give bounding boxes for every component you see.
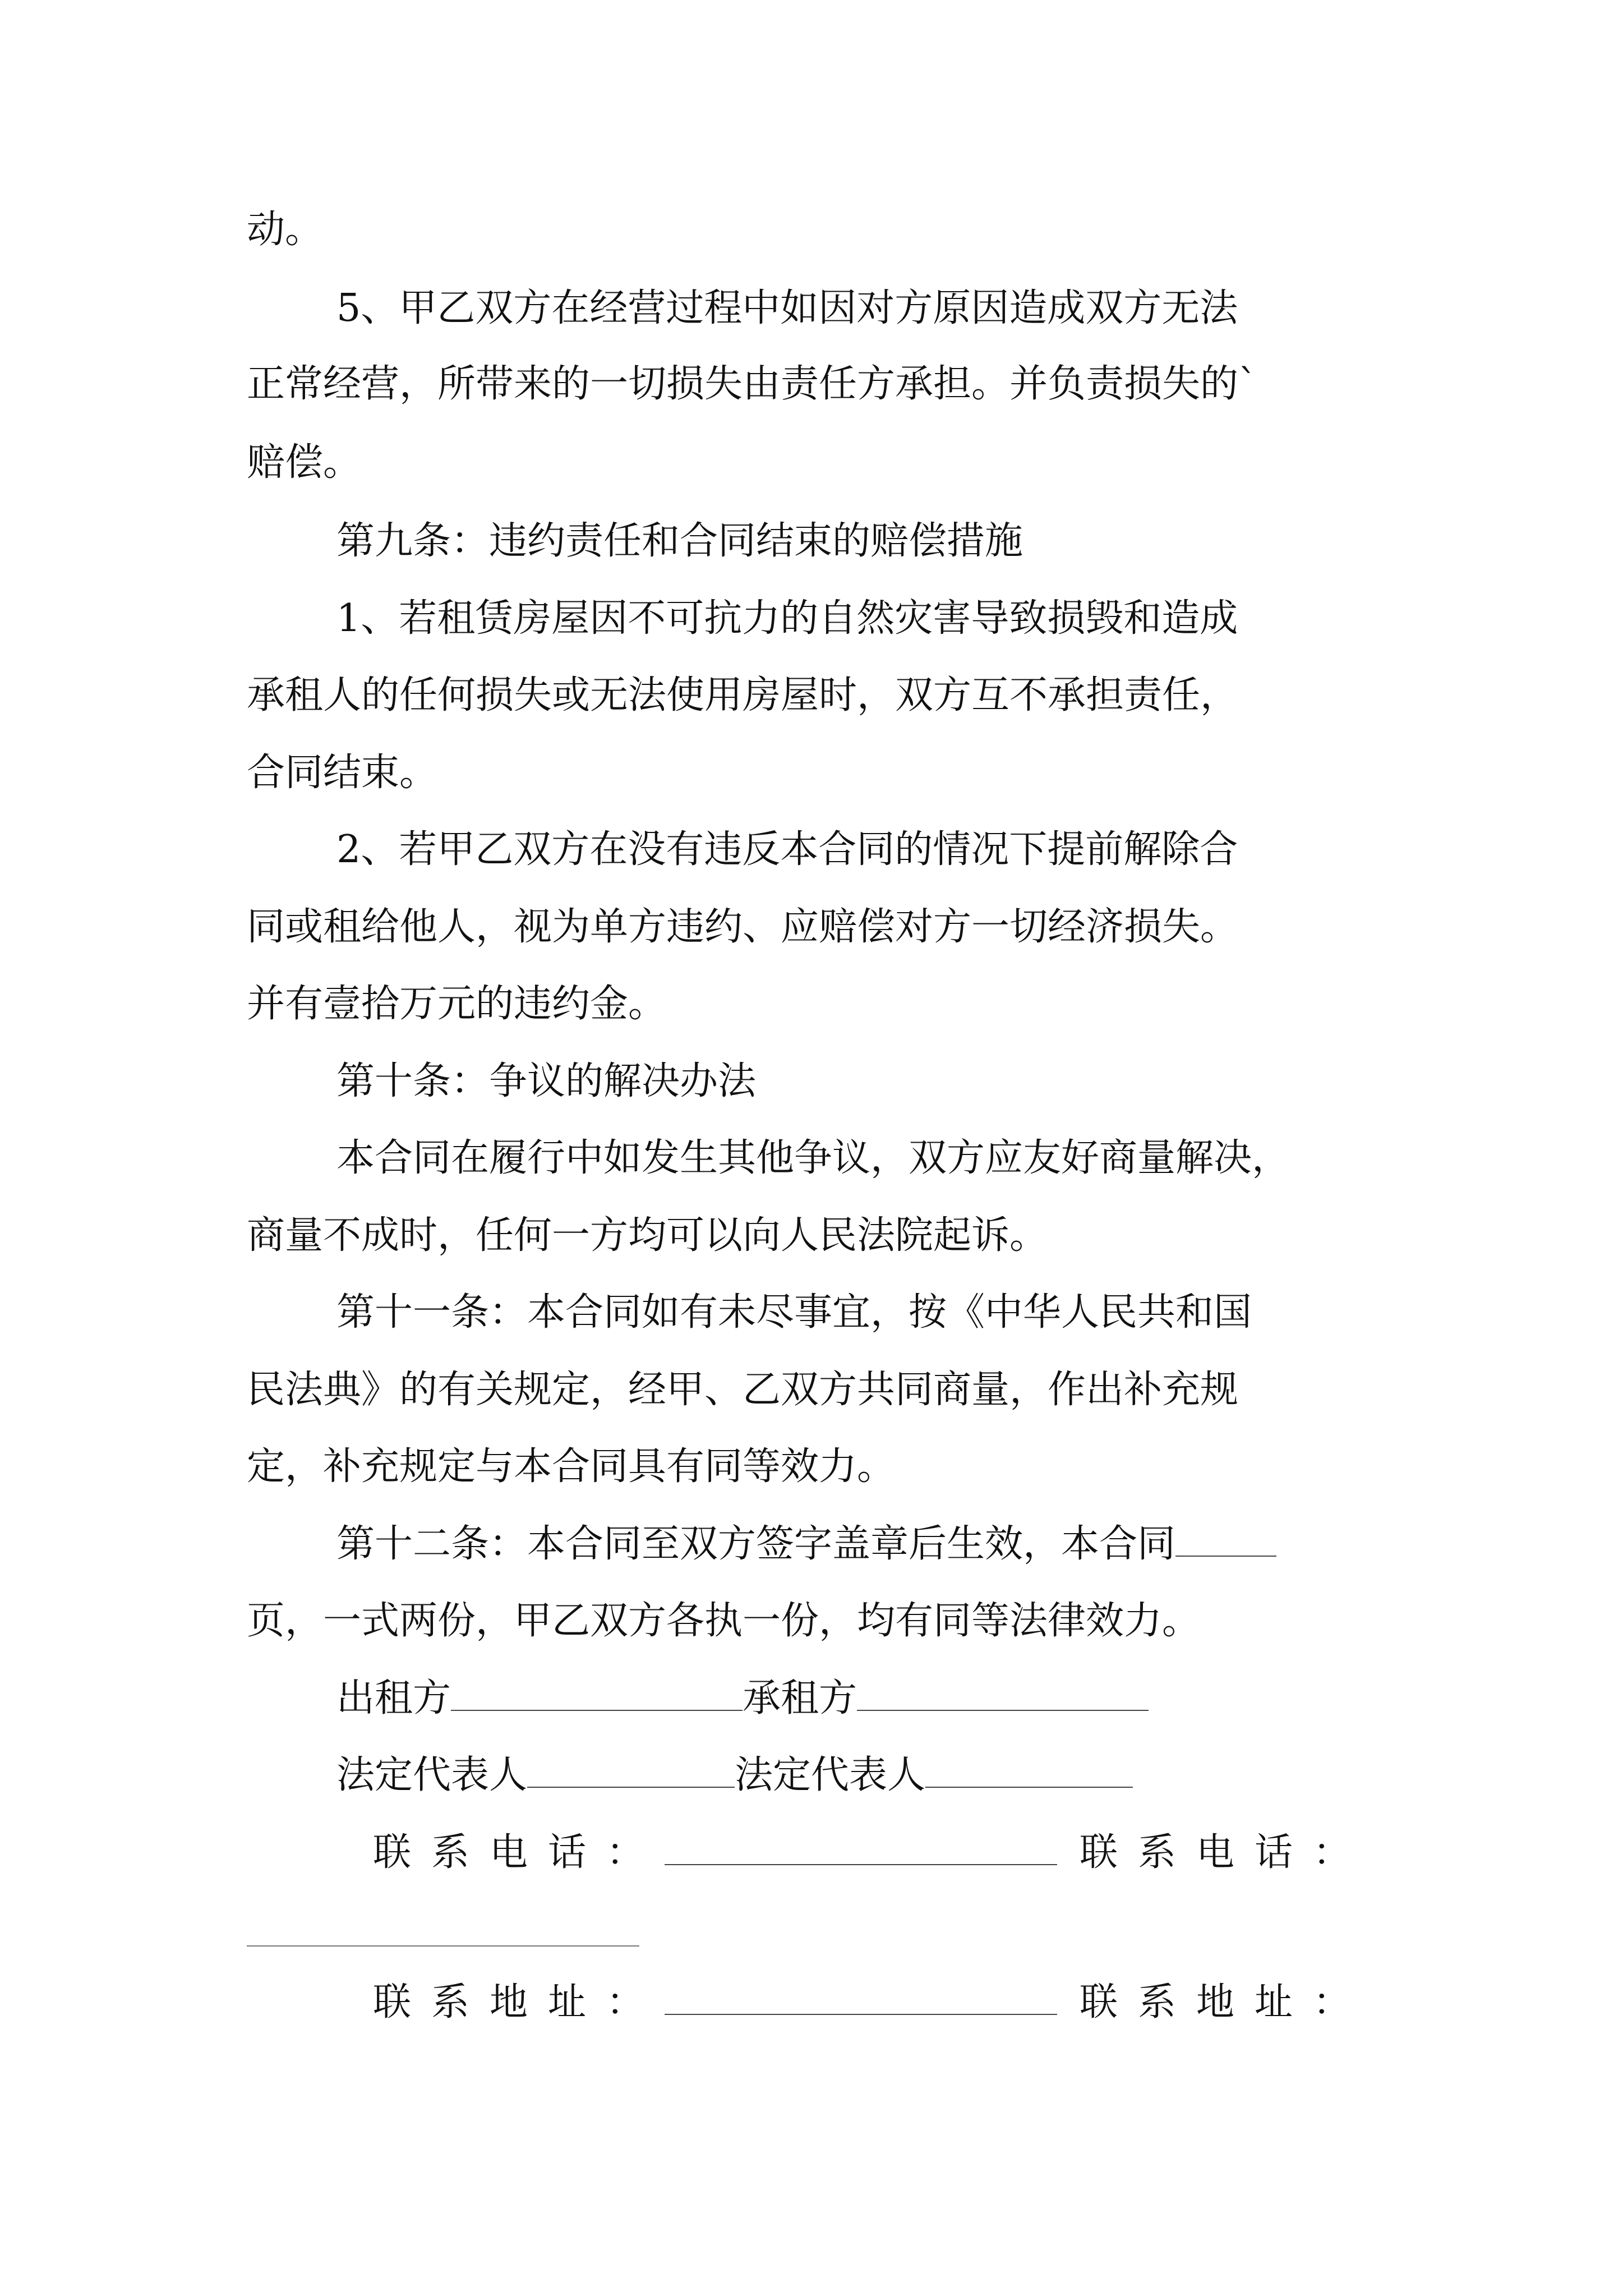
text-line: 动。 [247, 208, 324, 252]
address-b-label: 联系地址： [1080, 1980, 1372, 2024]
phone-a-blank[interactable] [665, 1830, 1057, 1865]
text-line: 本合同在履行中如发生其他争议，双方应友好商量解决， [336, 1136, 1290, 1180]
signature-row-parties [336, 1673, 1149, 1724]
page-count-blank[interactable] [1175, 1522, 1276, 1557]
representative-a-blank[interactable] [527, 1753, 735, 1788]
signature-row-phone [373, 1828, 1371, 1878]
representative-b-blank[interactable] [925, 1753, 1133, 1788]
lessee-blank[interactable] [857, 1676, 1149, 1711]
section-heading: 第十条：争议的解决办法 [336, 1059, 757, 1103]
text-line: 1、若租赁房屋因不可抗力的自然灾害导致损毁和造成 [336, 596, 1238, 641]
address-a-blank[interactable] [665, 1980, 1057, 2015]
text-line: 承租人的任何损失或无法使用房屋时，双方互不承担责任， [247, 673, 1239, 717]
representative-a-label: 法定代表人 [336, 1753, 528, 1797]
text-line: 赔偿。 [247, 440, 362, 485]
address-a-label: 联系地址： [373, 1980, 665, 2024]
text-line: 合同结束。 [247, 751, 438, 795]
text-line: 2、若甲乙双方在没有违反本合同的情况下提前解除合 [336, 827, 1238, 872]
text-line: 商量不成时，任何一方均可以向人民法院起诉。 [247, 1213, 1048, 1258]
text-line: 民法典》的有关规定，经甲、乙双方共同商量，作出补充规 [247, 1368, 1239, 1412]
text-line [336, 1519, 1276, 1570]
text-line: 第十一条：本合同如有未尽事宜，按《中华人民共和国 [336, 1290, 1252, 1335]
text-line: 定，补充规定与本合同具有同等效力。 [247, 1444, 896, 1489]
phone-b-label: 联系电话： [1080, 1830, 1372, 1875]
lessee-label: 承租方 [743, 1676, 857, 1720]
phone-a-label: 联系电话： [373, 1830, 665, 1875]
lessor-label: 出租方 [336, 1676, 451, 1720]
text-line: 同或租给他人，视为单方违约、应赔偿对方一切经济损失。 [247, 905, 1239, 949]
text-segment: 第十二条：本合同至双方签字盖章后生效，本合同 [336, 1522, 1176, 1566]
phone-b-blank[interactable] [247, 1945, 639, 1947]
text-line: 并有壹拾万元的违约金。 [247, 982, 667, 1026]
signature-row-address [373, 1977, 1371, 2028]
representative-b-label: 法定代表人 [735, 1753, 926, 1797]
section-heading: 第九条：违约责任和合同结束的赔偿措施 [336, 519, 1023, 563]
lessor-blank[interactable] [451, 1676, 743, 1711]
text-line: 5、甲乙双方在经营过程中如因对方原因造成双方无法 [336, 286, 1238, 330]
text-line: 正常经营，所带来的一切损失由责任方承担。并负责损失的` [247, 362, 1258, 406]
text-line: 页，一式两份，甲乙双方各执一份，均有同等法律效力。 [247, 1599, 1201, 1643]
signature-row-representatives [336, 1750, 1133, 1801]
